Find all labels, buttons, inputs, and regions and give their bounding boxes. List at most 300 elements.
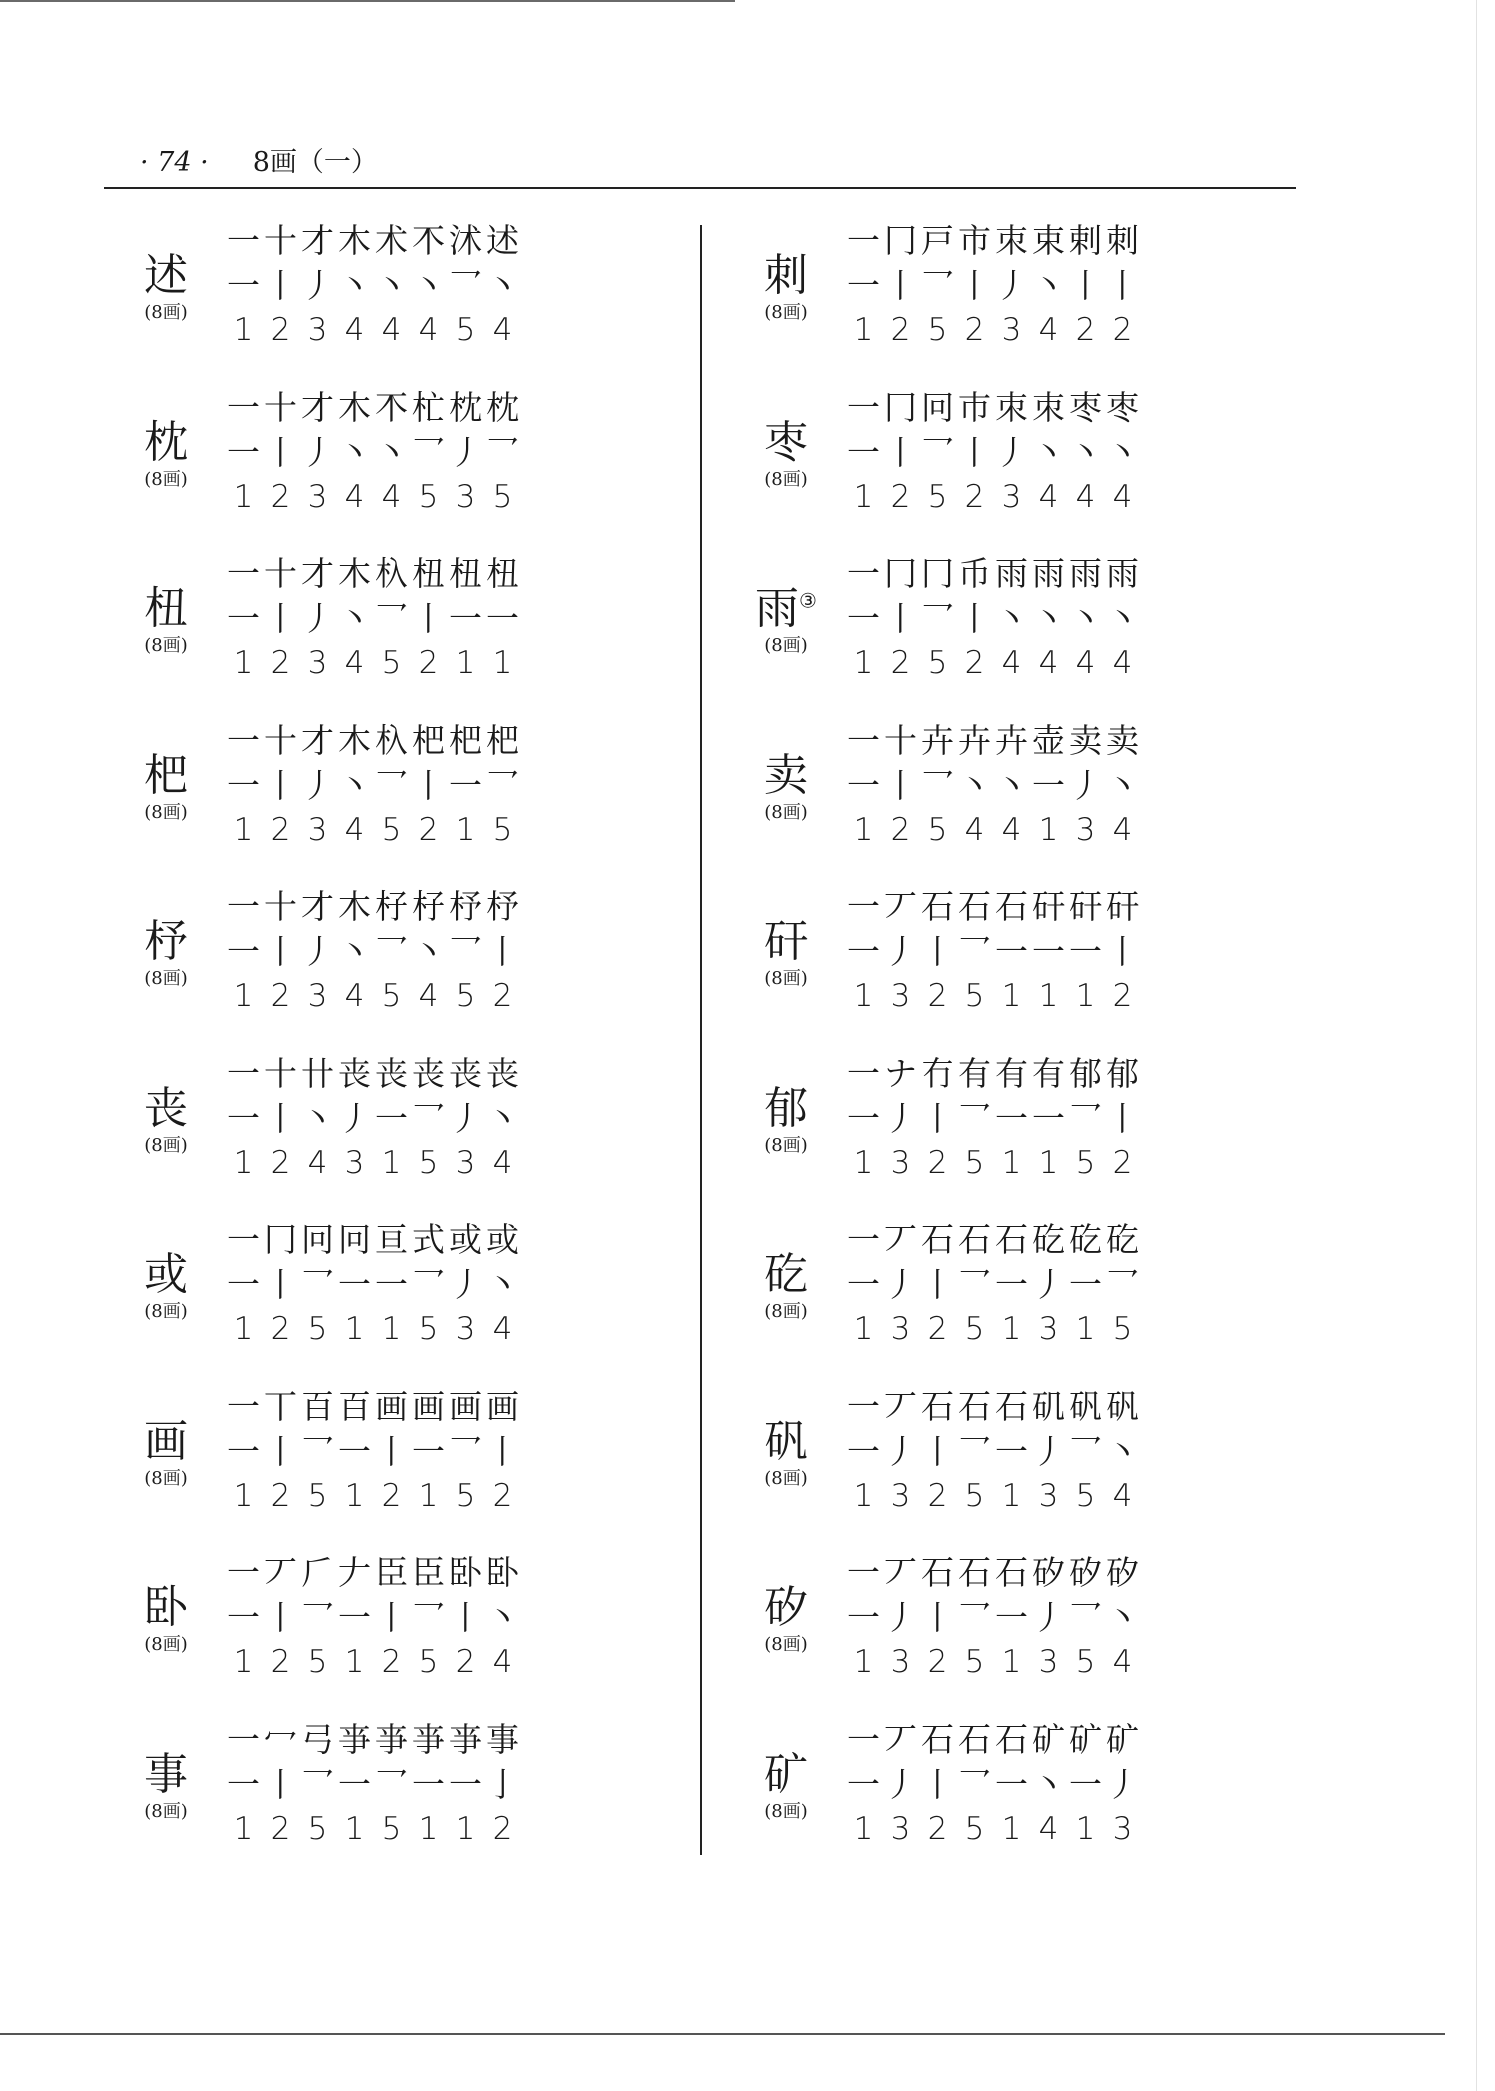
stroke-numbers-cell: 1 (344, 1810, 365, 1847)
headword-character (120, 1582, 212, 1634)
stroke-numbers-cell: 4 (418, 978, 439, 1014)
stroke-shapes-cell: 乛 (958, 1431, 991, 1471)
stroke-shapes-cell: 一 (847, 599, 880, 638)
stroke-count-label: (8画) (764, 635, 808, 656)
stroke-shapes-cell: 丿 (301, 432, 334, 472)
stroke-shapes-cell: 一 (847, 1598, 880, 1637)
stroke-sequence-cell: 杻 (449, 554, 482, 593)
stroke-sequence-cell: 矽 (1106, 1553, 1139, 1592)
stroke-sequence-cell: 一 (227, 221, 260, 260)
stroke-numbers (225, 310, 521, 350)
stroke-sequence-cell: 雨 (1032, 554, 1065, 593)
stroke-shapes-cell: 乛 (301, 1598, 334, 1637)
stroke-sequence-cell: 石 (921, 1553, 954, 1592)
headword-text: 郁 (764, 1082, 808, 1134)
stroke-shapes-cell: 乛 (375, 765, 408, 805)
stroke-shapes-cell: 丶 (412, 266, 445, 305)
stroke-shapes-cell: 丿 (338, 1098, 371, 1138)
character-entry (120, 876, 640, 1043)
character-entry (120, 543, 640, 710)
stroke-shapes-cell: 丶 (1069, 599, 1102, 638)
stroke-sequence-cell: 枣 (1106, 387, 1139, 427)
stroke-sequence-cell: 一 (847, 887, 880, 926)
character-block (740, 1749, 832, 1823)
stroke-sequence-cell: 卉 (958, 720, 991, 760)
stroke-numbers-cell: 4 (1038, 478, 1059, 515)
stroke-sequence-cell: 枣 (1069, 387, 1102, 427)
headword-text: 卧 (144, 1582, 188, 1633)
character-block (120, 250, 212, 324)
stroke-numbers-cell: 5 (964, 1144, 985, 1181)
stroke-sequence-cell: 杧 (412, 387, 445, 427)
stroke-numbers (225, 643, 521, 683)
stroke-numbers-cell: 4 (344, 312, 365, 348)
stroke-numbers-cell: 2 (381, 1644, 402, 1680)
stroke-numbers-cell: 1 (853, 811, 874, 848)
stroke-numbers-cell: 3 (890, 978, 911, 1014)
stroke-count-label: (8画) (144, 635, 188, 656)
stroke-numbers-cell: 5 (927, 811, 948, 848)
stroke-sequence-cell: 杻 (412, 554, 445, 593)
headword-text: 杷 (144, 749, 188, 801)
stroke-numbers-cell: 2 (1112, 978, 1133, 1014)
headword-text: 杼 (144, 916, 188, 967)
stroke-shapes-cell: 丶 (1032, 432, 1065, 472)
stroke-numbers (845, 1476, 1141, 1516)
stroke-sequence-cell: 刺 (1106, 221, 1139, 260)
stroke-shapes-cell: 一 (995, 932, 1028, 971)
stroke-numbers-cell: 2 (270, 811, 291, 848)
stroke-numbers-cell: 2 (964, 645, 985, 681)
stroke-numbers-cell: 4 (1112, 645, 1133, 681)
stroke-shapes (225, 1597, 521, 1639)
stroke-shapes-cell: 一 (1069, 1265, 1102, 1304)
stroke-sequence-cell: 币 (958, 554, 991, 593)
stroke-sequence (845, 720, 1141, 762)
stroke-numbers-cell: 3 (890, 1644, 911, 1680)
stroke-sequence-cell: 矿 (1106, 1719, 1139, 1759)
stroke-sequence-cell: 矾 (1106, 1386, 1139, 1426)
stroke-shapes (225, 765, 521, 807)
stroke-sequence-cell: 木 (338, 554, 371, 593)
stroke-numbers-cell: 1 (1038, 978, 1059, 1014)
stroke-sequence-cell: 杁 (375, 720, 408, 760)
stroke-count-label: (8画) (144, 468, 188, 490)
stroke-shapes-cell: 丨 (884, 765, 917, 805)
stroke-numbers-cell: 1 (344, 1644, 365, 1680)
stroke-numbers-cell: 1 (492, 645, 513, 681)
stroke-shapes-cell: 乛 (958, 1265, 991, 1304)
stroke-sequence-cell: 一 (227, 554, 260, 593)
stroke-sequence (845, 387, 1141, 429)
stroke-sequence (845, 1053, 1141, 1095)
stroke-shapes-cell: 丶 (958, 765, 991, 805)
stroke-sequence-cell: 一 (227, 1386, 260, 1426)
stroke-numbers-cell: 4 (492, 1644, 513, 1680)
stroke-numbers-cell: 2 (890, 478, 911, 515)
headword-text: 杻 (144, 583, 188, 634)
stroke-shapes-cell: 一 (338, 1764, 371, 1804)
stroke-numbers-cell: 2 (270, 1477, 291, 1514)
stroke-shapes (225, 432, 521, 474)
stroke-numbers-cell: 1 (1001, 1311, 1022, 1347)
stroke-numbers-cell: 4 (307, 1144, 328, 1181)
stroke-sequence-cell: 市 (958, 221, 991, 260)
headword-text: 矽 (764, 1582, 808, 1633)
stroke-numbers-cell: 2 (270, 1144, 291, 1181)
stroke-shapes-cell: 一 (412, 1431, 445, 1471)
stroke-numbers-cell: 5 (492, 478, 513, 515)
stroke-sequence-cell: 石 (921, 887, 954, 926)
stroke-numbers-cell: 5 (964, 1644, 985, 1680)
stroke-numbers-cell: 1 (853, 1477, 874, 1514)
stroke-sequence-cell: 述 (486, 221, 519, 260)
stroke-sequence-cell: 一 (847, 720, 880, 760)
stroke-sequence-cell: 朿 (995, 387, 1028, 427)
stroke-numbers-cell: 2 (270, 645, 291, 681)
stroke-shapes-cell: 一 (227, 765, 260, 805)
stroke-sequence-cell: 枕 (449, 387, 482, 427)
stroke-numbers-cell: 5 (455, 312, 476, 348)
stroke-numbers-cell: 2 (927, 1477, 948, 1514)
stroke-sequence-cell: 卄 (301, 1053, 334, 1093)
headword-character (740, 250, 832, 302)
stroke-sequence-cell: 矻 (1032, 1220, 1065, 1259)
stroke-numbers-cell: 4 (344, 978, 365, 1014)
stroke-sequence-cell: 一 (227, 720, 260, 760)
stroke-shapes-cell: 丶 (1106, 432, 1139, 472)
character-entry (740, 1542, 1260, 1709)
stroke-shapes-cell: 丶 (1106, 765, 1139, 805)
stroke-sequence-cell: 亊 (449, 1719, 482, 1759)
stroke-numbers-cell: 3 (1038, 1477, 1059, 1514)
headword-text: 丧 (144, 1082, 188, 1134)
stroke-shapes-cell: 丿 (1032, 1431, 1065, 1471)
stroke-shapes (225, 265, 521, 307)
stroke-numbers-cell: 1 (233, 1644, 254, 1680)
stroke-shapes (845, 432, 1141, 474)
headword-character (740, 583, 832, 635)
stroke-shapes-cell: 丨 (884, 599, 917, 638)
stroke-shapes-cell: 乛 (921, 599, 954, 638)
stroke-numbers-cell: 1 (1075, 1311, 1096, 1347)
stroke-shapes-cell: 丿 (884, 1265, 917, 1304)
stroke-sequence-cell: 石 (958, 1386, 991, 1426)
stroke-shapes-cell: 一 (227, 266, 260, 305)
headword-character (740, 417, 832, 469)
stroke-numbers-cell: 4 (1075, 478, 1096, 515)
stroke-numbers-cell: 5 (381, 811, 402, 848)
stroke-numbers-cell: 3 (1001, 312, 1022, 348)
stroke-numbers-cell: 3 (1038, 1311, 1059, 1347)
headword-text: 枣 (764, 416, 808, 468)
stroke-shapes-cell: 丿 (449, 1265, 482, 1304)
left-column (120, 210, 640, 1875)
stroke-sequence-cell: 郁 (1069, 1053, 1102, 1093)
stroke-shapes (225, 1098, 521, 1140)
stroke-sequence-cell: 朿 (1032, 387, 1065, 427)
stroke-numbers-cell: 1 (1001, 1810, 1022, 1847)
stroke-shapes-cell: 丨 (264, 1265, 297, 1304)
stroke-numbers-cell: 2 (455, 1644, 476, 1680)
stroke-numbers-cell: 3 (455, 478, 476, 515)
stroke-shapes-cell: 丶 (338, 432, 371, 472)
stroke-shapes-cell: 丨 (921, 1764, 954, 1804)
stroke-shapes-cell: 丿 (884, 1598, 917, 1637)
stroke-sequence-cell: 亊 (375, 1719, 408, 1759)
character-block (120, 1749, 212, 1823)
stroke-shapes-cell: 乛 (1069, 1598, 1102, 1637)
stroke-numbers-cell: 1 (853, 478, 874, 515)
stroke-sequence-cell: 冋 (921, 387, 954, 427)
stroke-sequence-cell: 十 (264, 720, 297, 760)
stroke-sequence-cell: 矻 (1069, 1220, 1102, 1259)
stroke-numbers-cell: 1 (853, 978, 874, 1014)
character-entry (740, 1209, 1260, 1376)
stroke-shapes-cell: 一 (847, 1431, 880, 1471)
stroke-shapes-cell: 一 (995, 1098, 1028, 1138)
stroke-sequence-cell: 矽 (1069, 1553, 1102, 1592)
stroke-shapes-cell: 丨 (264, 1098, 297, 1138)
stroke-shapes-cell: 一 (449, 599, 482, 638)
stroke-shapes-cell: 一 (375, 1098, 408, 1138)
stroke-sequence-cell: 石 (958, 1220, 991, 1259)
stroke-shapes-cell: 丶 (1106, 599, 1139, 638)
stroke-shapes-cell: 一 (486, 599, 519, 638)
stroke-sequence-cell: 画 (412, 1386, 445, 1426)
stroke-sequence-cell: 一 (847, 1553, 880, 1592)
stroke-numbers-cell: 3 (455, 1144, 476, 1181)
stroke-numbers-cell: 5 (964, 1311, 985, 1347)
stroke-sequence-cell: 石 (921, 1386, 954, 1426)
stroke-sequence-cell: 丧 (412, 1053, 445, 1093)
stroke-sequence-cell: 一 (227, 1053, 260, 1093)
stroke-shapes-cell: 丶 (375, 432, 408, 472)
stroke-shapes-cell: 丶 (486, 1265, 519, 1304)
stroke-numbers-cell: 1 (418, 1477, 439, 1514)
stroke-numbers-cell: 1 (1001, 1477, 1022, 1514)
stroke-numbers-cell: 4 (1112, 478, 1133, 515)
stroke-numbers (225, 1143, 521, 1183)
character-entry (120, 377, 640, 544)
stroke-numbers-cell: 4 (344, 478, 365, 515)
stroke-sequence-cell: 矽 (1032, 1553, 1065, 1592)
stroke-sequence-cell: 有 (958, 1053, 991, 1093)
stroke-count-label: (8画) (764, 1134, 808, 1156)
stroke-numbers-cell: 3 (1075, 811, 1096, 848)
stroke-numbers-cell: 4 (418, 312, 439, 348)
stroke-sequence-cell: 矿 (1069, 1719, 1102, 1759)
stroke-shapes-cell: 乛 (1106, 1265, 1139, 1304)
stroke-count-label: (8画) (144, 302, 188, 323)
stroke-shapes-cell: 一 (338, 1431, 371, 1471)
stroke-numbers-cell: 4 (492, 1311, 513, 1347)
stroke-numbers-cell: 1 (455, 645, 476, 681)
stroke-numbers-cell: 2 (381, 1477, 402, 1514)
character-entry (740, 1709, 1260, 1876)
stroke-sequence-cell: 卖 (1069, 720, 1102, 760)
headword-character (120, 1416, 212, 1468)
stroke-shapes-cell: 亅 (486, 1764, 519, 1804)
headword-character (120, 1249, 212, 1301)
stroke-count-label: (8画) (764, 302, 808, 323)
stroke-shapes (845, 1431, 1141, 1473)
stroke-sequence-cell: 丆 (884, 887, 917, 926)
stroke-shapes-cell: 一 (995, 1265, 1028, 1304)
character-block (120, 916, 212, 990)
stroke-numbers-cell: 2 (418, 645, 439, 681)
stroke-shapes-cell: 丨 (921, 1431, 954, 1471)
stroke-shapes-cell: 丨 (1106, 932, 1139, 971)
stroke-sequence-cell: 术 (375, 221, 408, 260)
stroke-sequence-cell: 石 (995, 1386, 1028, 1426)
stroke-sequence-cell: 亘 (375, 1220, 408, 1259)
stroke-sequence (225, 387, 521, 429)
stroke-numbers-cell: 3 (307, 478, 328, 515)
stroke-numbers-cell: 1 (853, 1810, 874, 1847)
stroke-numbers-cell: 5 (964, 1477, 985, 1514)
stroke-sequence-cell: 事 (486, 1719, 519, 1759)
headword-text: 矾 (764, 1415, 808, 1467)
character-entry (740, 1043, 1260, 1210)
stroke-sequence-cell: 石 (995, 1719, 1028, 1759)
stroke-shapes-cell: 丿 (884, 1098, 917, 1138)
stroke-sequence-cell: 百 (301, 1386, 334, 1426)
stroke-shapes-cell: 丿 (301, 599, 334, 638)
stroke-sequence (845, 553, 1141, 595)
character-block (120, 1249, 212, 1323)
page-number: · 74 · (140, 147, 209, 178)
stroke-sequence-cell: 一 (227, 1553, 260, 1592)
stroke-numbers-cell: 4 (381, 478, 402, 515)
stroke-numbers-cell: 4 (344, 645, 365, 681)
stroke-numbers-cell: 3 (1001, 478, 1022, 515)
stroke-numbers-cell: 1 (344, 1311, 365, 1347)
stroke-shapes (225, 1264, 521, 1306)
stroke-sequence-cell: 石 (921, 1719, 954, 1759)
stroke-sequence-cell: 石 (958, 887, 991, 926)
stroke-sequence-cell: 十 (264, 1053, 297, 1093)
stroke-sequence-cell: 有 (995, 1053, 1028, 1093)
stroke-numbers-cell: 2 (964, 478, 985, 515)
stroke-sequence-cell: 十 (264, 387, 297, 427)
stroke-sequence-cell: 丧 (338, 1053, 371, 1093)
stroke-shapes-cell: 乛 (301, 1764, 334, 1804)
headword-character (740, 1083, 832, 1135)
stroke-numbers-cell: 1 (853, 645, 874, 681)
stroke-shapes-cell: 丨 (486, 932, 519, 971)
stroke-numbers (225, 477, 521, 517)
stroke-sequence-cell: 石 (958, 1719, 991, 1759)
stroke-numbers-cell: 4 (1112, 1644, 1133, 1680)
stroke-shapes-cell: 一 (412, 1764, 445, 1804)
stroke-shapes-cell: 丶 (1069, 432, 1102, 472)
stroke-numbers-cell: 4 (1112, 811, 1133, 848)
stroke-sequence-cell: 杷 (449, 720, 482, 760)
stroke-shapes-cell: 一 (227, 1098, 260, 1138)
stroke-numbers-cell: 3 (890, 1144, 911, 1181)
stroke-sequence-cell: 百 (338, 1386, 371, 1426)
stroke-numbers (845, 1809, 1141, 1849)
stroke-sequence-cell: 雨 (995, 554, 1028, 593)
stroke-shapes-cell: 丨 (264, 1598, 297, 1637)
stroke-numbers-cell: 5 (927, 312, 948, 348)
stroke-numbers-cell: 3 (890, 1477, 911, 1514)
headword-character (120, 583, 212, 635)
character-entry (740, 710, 1260, 877)
stroke-sequence-cell: 冂 (884, 387, 917, 427)
stroke-numbers-cell: 1 (233, 978, 254, 1014)
stroke-sequence (845, 220, 1141, 262)
stroke-shapes-cell: 丶 (338, 765, 371, 805)
stroke-count-label: (8画) (764, 968, 808, 989)
character-entry (120, 210, 640, 377)
stroke-numbers-cell: 2 (927, 1144, 948, 1181)
page-top-edge (0, 0, 735, 2)
stroke-count-label: (8画) (144, 1467, 188, 1489)
stroke-numbers-cell: 4 (964, 811, 985, 848)
stroke-shapes-cell: 丨 (264, 1431, 297, 1471)
stroke-sequence-cell: 弓 (301, 1719, 334, 1759)
stroke-numbers-cell: 4 (1038, 1810, 1059, 1847)
stroke-shapes-cell: 乛 (958, 1764, 991, 1804)
stroke-sequence-cell: 冂 (884, 221, 917, 260)
stroke-numbers (845, 1143, 1141, 1183)
stroke-sequence-cell: 丅 (264, 1386, 297, 1426)
stroke-shapes-cell: 丨 (921, 932, 954, 971)
stroke-sequence-cell: 朿 (995, 221, 1028, 260)
stroke-numbers-cell: 2 (270, 1644, 291, 1680)
stroke-numbers-cell: 2 (927, 978, 948, 1014)
stroke-count-label: (8画) (144, 1634, 188, 1655)
stroke-numbers-cell: 3 (455, 1311, 476, 1347)
stroke-sequence-cell: 杻 (486, 554, 519, 593)
stroke-numbers-cell: 1 (853, 1311, 874, 1347)
stroke-numbers-cell: 2 (927, 1644, 948, 1680)
stroke-sequence (225, 886, 521, 928)
stroke-sequence-cell: 杼 (449, 887, 482, 926)
stroke-sequence (225, 1219, 521, 1261)
stroke-shapes-cell: 丶 (1032, 599, 1065, 638)
stroke-numbers-cell: 1 (233, 312, 254, 348)
stroke-numbers-cell: 5 (1075, 1144, 1096, 1181)
stroke-shapes-cell: 乛 (412, 1598, 445, 1637)
stroke-numbers-cell: 5 (1075, 1477, 1096, 1514)
stroke-sequence-cell: 亊 (412, 1719, 445, 1759)
character-entry (120, 710, 640, 877)
stroke-sequence-cell: 戸 (921, 221, 954, 260)
stroke-shapes-cell: 丿 (884, 1764, 917, 1804)
stroke-numbers (845, 1642, 1141, 1682)
stroke-sequence-cell: 一 (227, 887, 260, 926)
stroke-numbers-cell: 3 (307, 645, 328, 681)
stroke-shapes-cell: 丿 (301, 765, 334, 805)
stroke-sequence-cell: 沭 (449, 221, 482, 260)
stroke-numbers-cell: 1 (1001, 1144, 1022, 1181)
stroke-shapes-cell: 一 (1032, 765, 1065, 805)
stroke-sequence-cell: 木 (338, 887, 371, 926)
stroke-sequence-cell: 十 (264, 887, 297, 926)
stroke-sequence-cell: 式 (412, 1220, 445, 1259)
stroke-shapes-cell: 丶 (486, 266, 519, 305)
stroke-numbers-cell: 3 (307, 811, 328, 848)
stroke-shapes-cell: 一 (227, 1764, 260, 1804)
headword-character (740, 1416, 832, 1468)
stroke-numbers-cell: 5 (492, 811, 513, 848)
stroke-sequence (225, 1552, 521, 1594)
stroke-numbers (845, 810, 1141, 850)
stroke-numbers-cell: 4 (1038, 312, 1059, 348)
